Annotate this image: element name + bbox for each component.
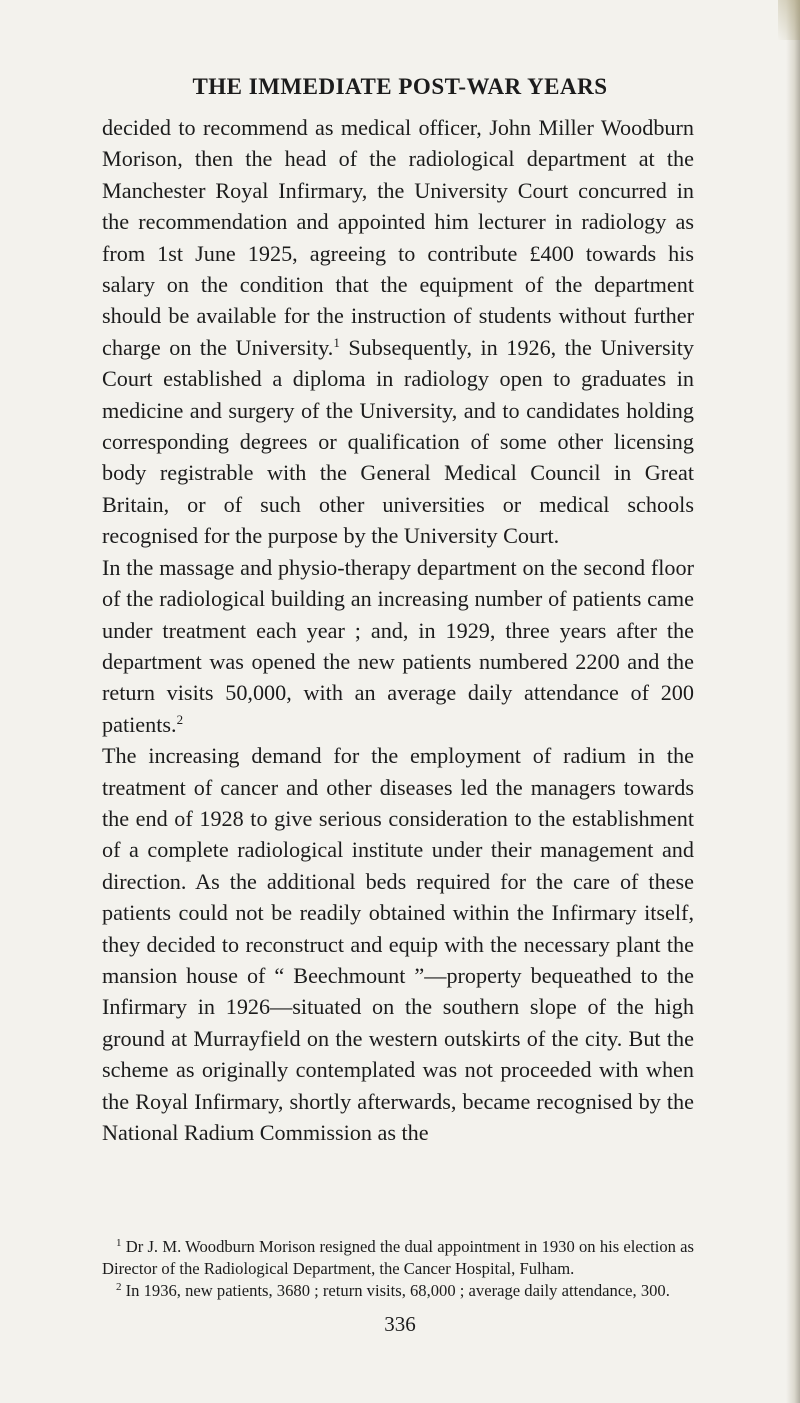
paragraph-1-continued: Subsequently, in 1926, the University Court established a diploma in radiology open to graduates in medicine and surgery of the University, and to candidates holding corresponding degrees or qualification of some other licensing body registrable with the General Medical Council in Great Britain, or of such other universities or medical schools recognised for the purpose by the University Court.: [102, 334, 694, 549]
footnote-mark-1: 1: [116, 1237, 122, 1249]
footnote-1: [102, 1236, 694, 1280]
footnote-2-text: In 1936, new patients, 3680 ; return visits, 68,000 ; average daily attendance, 300.: [121, 1281, 670, 1300]
paragraph-2: [102, 552, 694, 740]
page-number: 336: [384, 1312, 416, 1336]
paragraph-3-text: The increasing demand for the employment of radium in the treatment of cancer and other diseases led the managers towards the end of 1928 to give serious consideration to the establishment of a complete radiological institute under their management and direction. As the additional beds required for the care of these patients could not be readily obtained within the Infirmary itself, they decided to reconstruct and equip with the necessary plant the mansion house of “ Beechmount ”—property bequeathed to the Infirmary in 1926—situated on the southern slope of the high ground at Murrayfield on the western outskirts of the city. But the scheme as originally contemplated was not proceeded with when the Royal Infirmary, shortly afterwards, became recognised by the National Radium Commission as the: [102, 743, 694, 1145]
running-head: THE IMMEDIATE POST-WAR YEARS: [192, 74, 608, 99]
footnote-2: [102, 1280, 694, 1302]
footnote-mark-2: 2: [116, 1281, 122, 1293]
paragraph-2-text: In the massage and physio-therapy department on the second floor of the radiological building an increasing number of patients came under treatment each year ; and, in 1929, three years after the department was opened the new patients numbered 2200 and the return visits 50,000, with an average daily attendance of 200 patients.: [102, 554, 694, 737]
footnote-ref-2: 2: [176, 711, 184, 727]
footnote-1-text: Dr J. M. Woodburn Morison resigned the dual appointment in 1930 on his election as Director of the Radiological Department, the Cancer Hospital, Fulham.: [102, 1237, 694, 1278]
footnotes: [102, 1236, 694, 1302]
paragraph-3: [102, 740, 694, 1148]
page-corner-stain: [778, 0, 800, 40]
paragraph-1: [102, 112, 694, 552]
page-edge-shadow: [786, 0, 800, 1403]
paragraph-1-text: decided to recommend as medical officer, John Miller Woodburn Morison, then the head of the radiological department at the Manchester Royal Infirmary, the University Court concurred in the recommendation and appointed him lecturer in radiology as from 1st June 1925, agreeing to contribute £400 towards his salary on the condition that the equipment of the department should be available for the instruction of students without further charge on the University.: [102, 115, 694, 360]
footnote-ref-1: 1: [333, 334, 340, 350]
body-text: [102, 112, 694, 1148]
